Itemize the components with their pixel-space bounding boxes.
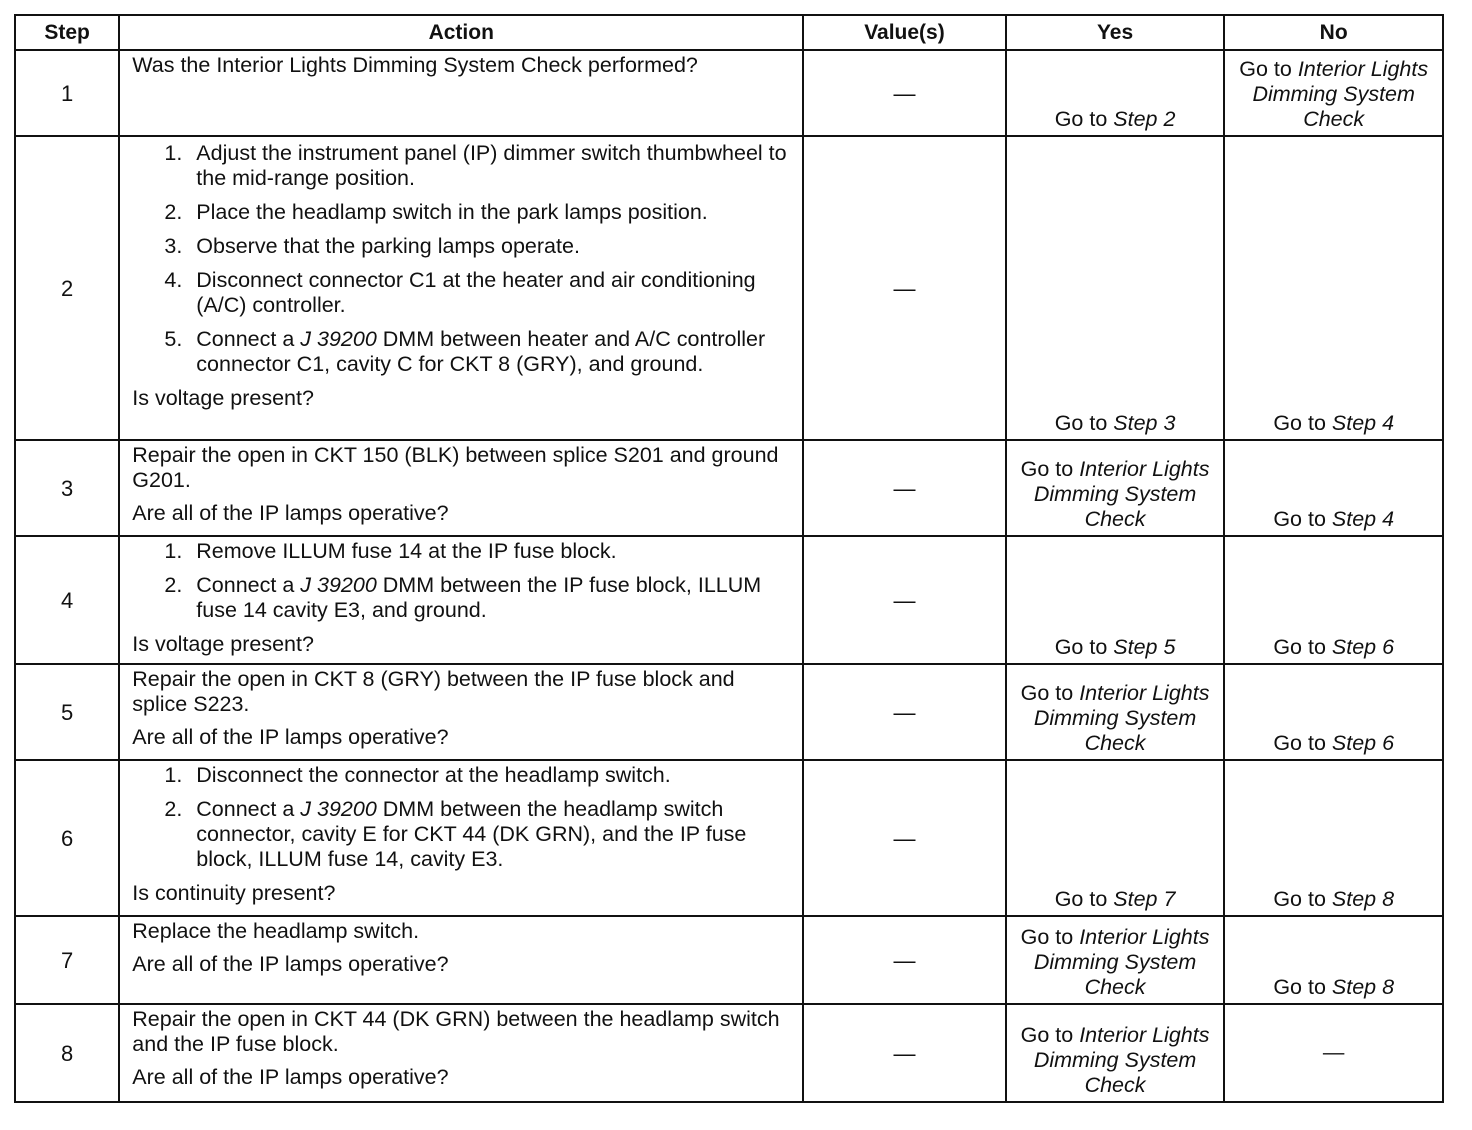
no-cell: [1224, 136, 1443, 440]
item-text: DMM between the IP fuse block, ILLUM fuse 14 cavity E3, and ground.: [196, 573, 762, 622]
go-to-prefix: Go to: [1054, 107, 1114, 131]
go-to-link[interactable]: Interior Lights Dimming System Check: [1033, 925, 1210, 999]
no-cell: [1224, 760, 1443, 916]
diagnostic-table: [14, 14, 1444, 1103]
table-row: [15, 1004, 1443, 1102]
table-row: [15, 664, 1443, 760]
action-cell: [119, 916, 803, 1004]
go-to-link[interactable]: Interior Lights Dimming System Check: [1033, 1023, 1210, 1097]
no-cell: [1224, 664, 1443, 760]
header-row: [15, 15, 1443, 50]
action-question: Is voltage present?: [132, 386, 314, 410]
action-question: Are all of the IP lamps operative?: [132, 1065, 449, 1089]
go-to-prefix: Go to: [1273, 635, 1332, 659]
go-to-link[interactable]: Interior Lights Dimming System Check: [1252, 57, 1429, 131]
table-row: [15, 136, 1443, 440]
action-list: [132, 763, 792, 872]
value-cell: —: [803, 50, 1006, 136]
action-question: Are all of the IP lamps operative?: [132, 501, 449, 525]
value-cell: —: [803, 136, 1006, 440]
header-step: Step: [15, 15, 119, 50]
go-to-link[interactable]: Interior Lights Dimming System Check: [1033, 681, 1210, 755]
go-to-prefix: Go to: [1054, 635, 1114, 659]
go-to-link[interactable]: Step 6: [1331, 635, 1395, 659]
item-text: Connect a: [196, 797, 301, 821]
action-list-item: 1. Remove ILLUM fuse 14 at the IP fuse block.: [188, 539, 792, 564]
action-text: Repair the open in CKT 8 (GRY) between the IP fuse block and splice S223.: [132, 667, 735, 716]
action-cell: [119, 1004, 803, 1102]
action-text: Repair the open in CKT 44 (DK GRN) between the headlamp switch and the IP fuse block.: [132, 1007, 780, 1056]
go-to-link[interactable]: Step 2: [1113, 107, 1176, 131]
go-to-prefix: Go to: [1239, 57, 1298, 81]
action-question: Is continuity present?: [132, 881, 336, 905]
go-to-link[interactable]: Step 8: [1331, 887, 1395, 911]
step-number: 1: [15, 50, 119, 136]
action-question: Are all of the IP lamps operative?: [132, 725, 449, 749]
yes-cell: [1006, 916, 1225, 1004]
go-to-prefix: Go to: [1273, 507, 1332, 531]
header-yes: Yes: [1006, 15, 1225, 50]
action-list-item: 1. Adjust the instrument panel (IP) dimmer switch thumbwheel to the mid-range position.: [188, 141, 792, 191]
value-cell: —: [803, 536, 1006, 664]
action-list-item: 4. Disconnect connector C1 at the heater and air conditioning (A/C) controller.: [188, 268, 792, 318]
table-row: [15, 50, 1443, 136]
go-to-prefix: Go to: [1020, 457, 1080, 481]
go-to-link[interactable]: Step 4: [1331, 411, 1395, 435]
item-text: DMM between the headlamp switch connector, cavity E for CKT 44 (DK GRN), and the IP fuse block, ILLUM fuse 14, cavity E3.: [196, 797, 747, 871]
go-to-prefix: Go to: [1020, 925, 1080, 949]
tool-number: J 39200: [300, 797, 377, 821]
action-cell: [119, 664, 803, 760]
go-to-prefix: Go to: [1273, 411, 1332, 435]
yes-cell: [1006, 50, 1225, 136]
table-row: [15, 916, 1443, 1004]
table-row: [15, 760, 1443, 916]
go-to-prefix: Go to: [1273, 975, 1332, 999]
go-to-link[interactable]: Step 5: [1113, 635, 1176, 659]
value-cell: —: [803, 916, 1006, 1004]
no-cell: [1224, 916, 1443, 1004]
item-text: Connect a: [196, 573, 301, 597]
action-cell: [119, 760, 803, 916]
action-list-item: 3. Observe that the parking lamps operate.: [188, 234, 792, 259]
go-to-prefix: Go to: [1273, 731, 1332, 755]
action-list-item: 2. Place the headlamp switch in the park lamps position.: [188, 200, 792, 225]
go-to-link[interactable]: Step 4: [1331, 507, 1395, 531]
value-cell: —: [803, 760, 1006, 916]
tool-number: J 39200: [300, 327, 377, 351]
go-to-link[interactable]: Step 8: [1331, 975, 1395, 999]
tool-number: J 39200: [300, 573, 377, 597]
go-to-link[interactable]: Interior Lights Dimming System Check: [1033, 457, 1210, 531]
action-cell: [119, 536, 803, 664]
header-values: Value(s): [803, 15, 1006, 50]
action-list: [132, 139, 792, 377]
table-row: [15, 440, 1443, 536]
action-text: Repair the open in CKT 150 (BLK) between splice S201 and ground G201.: [132, 443, 779, 492]
header-no: No: [1224, 15, 1443, 50]
action-text: Was the Interior Lights Dimming System Check performed?: [132, 53, 698, 77]
go-to-prefix: Go to: [1273, 887, 1332, 911]
item-text: DMM between heater and A/C controller connector C1, cavity C for CKT 8 (GRY), and ground.: [196, 327, 766, 376]
step-number: 7: [15, 916, 119, 1004]
action-list-item: [188, 573, 792, 623]
step-number: 2: [15, 136, 119, 440]
go-to-link[interactable]: Step 6: [1331, 731, 1395, 755]
go-to-prefix: Go to: [1020, 1023, 1080, 1047]
step-number: 8: [15, 1004, 119, 1102]
no-cell: [1224, 536, 1443, 664]
yes-cell: [1006, 1004, 1225, 1102]
action-list: [132, 539, 792, 623]
step-number: 3: [15, 440, 119, 536]
action-cell: [119, 50, 803, 136]
step-number: 6: [15, 760, 119, 916]
item-text: Connect a: [196, 327, 301, 351]
action-list-item: [188, 797, 792, 872]
step-number: 4: [15, 536, 119, 664]
go-to-prefix: Go to: [1054, 887, 1114, 911]
action-text: Replace the headlamp switch.: [132, 919, 420, 943]
go-to-link[interactable]: Step 7: [1113, 887, 1176, 911]
action-list-item: 1. Disconnect the connector at the headlamp switch.: [188, 763, 792, 788]
value-cell: —: [803, 440, 1006, 536]
action-cell: [119, 440, 803, 536]
value-cell: —: [803, 664, 1006, 760]
yes-cell: [1006, 136, 1225, 440]
action-cell: [119, 136, 803, 440]
step-number: 5: [15, 664, 119, 760]
yes-cell: [1006, 664, 1225, 760]
action-question: Are all of the IP lamps operative?: [132, 952, 449, 976]
yes-cell: [1006, 760, 1225, 916]
table-row: [15, 536, 1443, 664]
yes-cell: [1006, 536, 1225, 664]
action-list-item: [188, 327, 792, 377]
go-to-link[interactable]: Step 3: [1113, 411, 1176, 435]
no-cell: [1224, 440, 1443, 536]
header-action: Action: [119, 15, 803, 50]
go-to-prefix: Go to: [1020, 681, 1080, 705]
action-question: Is voltage present?: [132, 632, 314, 656]
go-to-prefix: Go to: [1054, 411, 1114, 435]
no-cell: [1224, 50, 1443, 136]
no-cell: —: [1224, 1004, 1443, 1102]
value-cell: —: [803, 1004, 1006, 1102]
yes-cell: [1006, 440, 1225, 536]
